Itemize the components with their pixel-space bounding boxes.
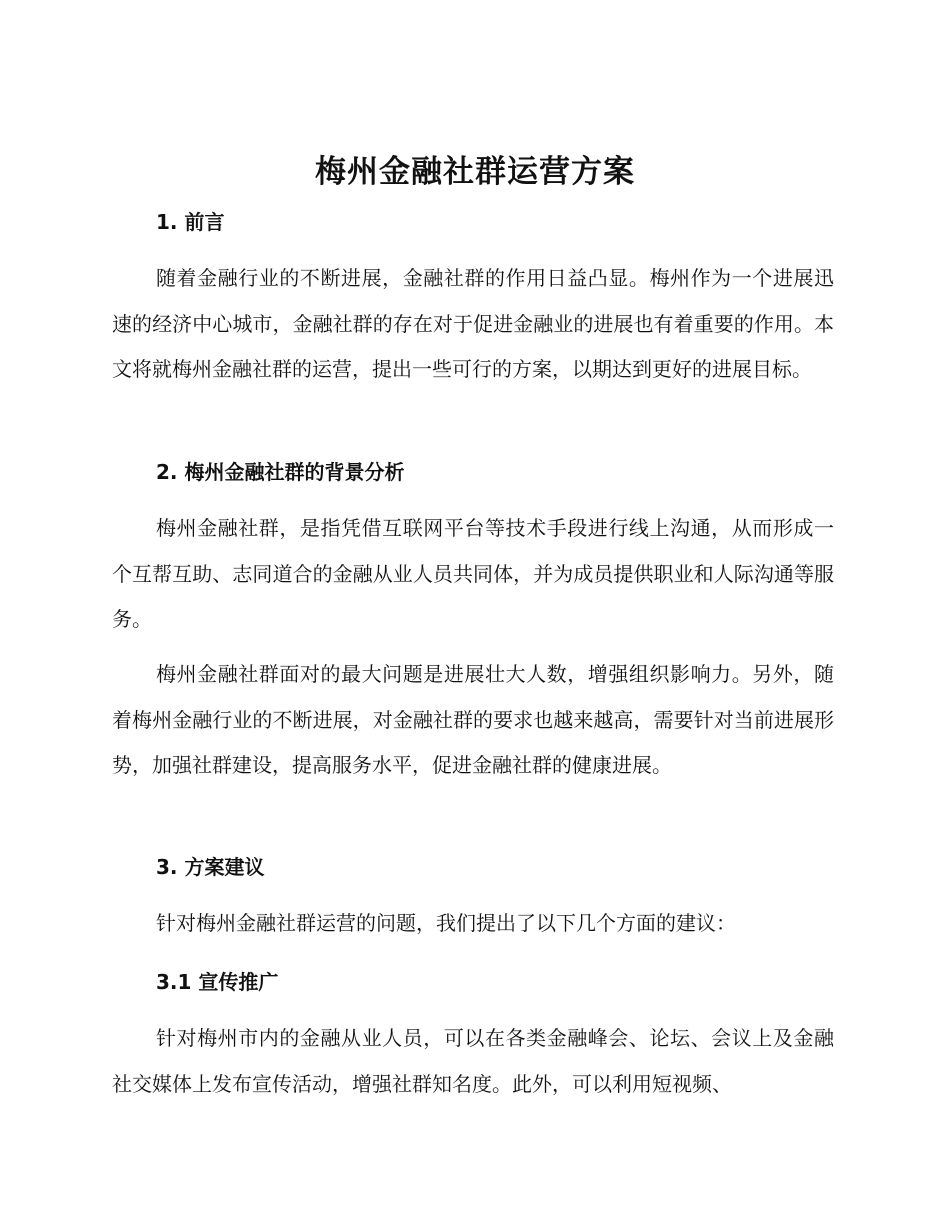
section-heading-promotion: 3.1 宣传推广 — [156, 970, 279, 994]
section-heading-preface: 1. 前言 — [156, 210, 225, 234]
paragraph-background-definition: 梅州金融社群，是指凭借互联网平台等技术手段进行线上沟通，从而形成一个互帮互助、志同道合的金融从业人员共同体，并为成员提供职业和人际沟通等服务。 — [112, 516, 834, 631]
paragraph-background-problem: 梅州金融社群面对的最大问题是进展壮大人数，增强组织影响力。另外，随着梅州金融行业的不断进展，对金融社群的要求也越来越高，需要针对当前进展形势，加强社群建设，提高服务水平，促进金融社群的健康进展。 — [112, 662, 834, 777]
section-heading-background: 2. 梅州金融社群的背景分析 — [156, 460, 405, 484]
paragraph-promotion: 针对梅州市内的金融从业人员，可以在各类金融峰会、论坛、会议上及金融社交媒体上发布宣传活动，增强社群知名度。此外，可以利用短视频、 — [112, 1026, 834, 1096]
section-heading-suggestions: 3. 方案建议 — [156, 855, 265, 879]
document-title: 梅州金融社群运营方案 — [315, 154, 635, 190]
paragraph-preface: 随着金融行业的不断进展，金融社群的作用日益凸显。梅州作为一个进展迅速的经济中心城市，金融社群的存在对于促进金融业的进展也有着重要的作用。本文将就梅州金融社群的运营，提出一些可行的方案，以期达到更好的进展目标。 — [112, 266, 834, 381]
paragraph-suggestions-intro: 针对梅州金融社群运营的问题，我们提出了以下几个方面的建议： — [156, 911, 736, 935]
